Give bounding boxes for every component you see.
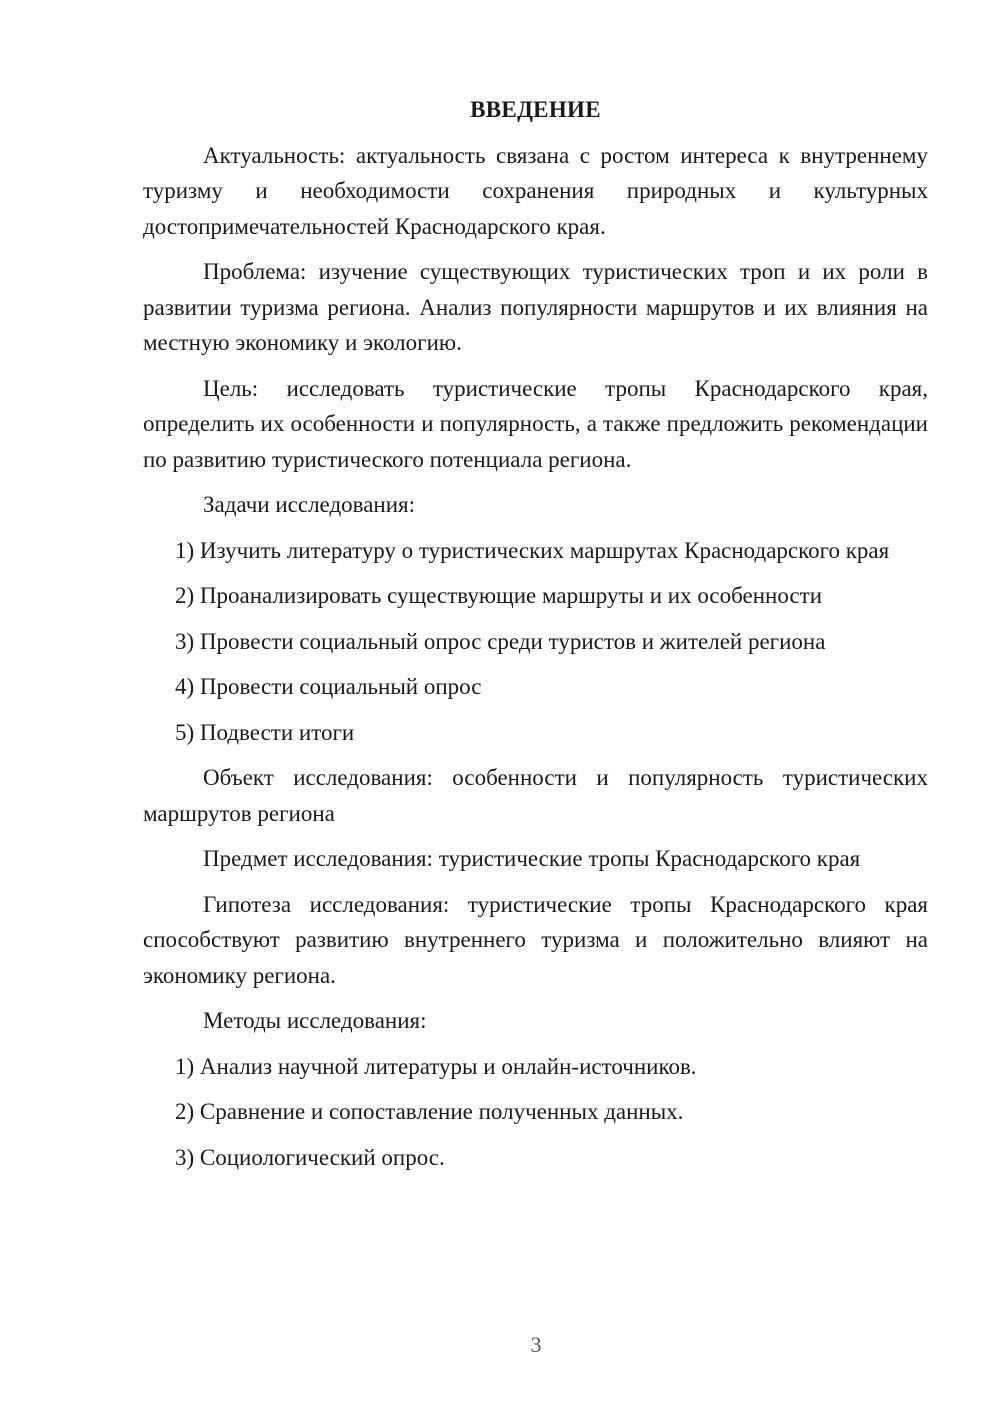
goal-paragraph: Цель: исследовать туристические тропы Краснодарского края, определить их особенности и популярность, а также предложить рекомендации по развитию туристического потенциала региона.: [143, 375, 928, 472]
problem-paragraph: Проблема: изучение существующих туристических троп и их роли в развитии туризма региона. Анализ популярности маршрутов и их влияния на местную экономику и экологию.: [143, 259, 928, 355]
relevance-paragraph: Актуальность: актуальность связана с ростом интереса к внутреннему туризму и необходимости сохранения природных и культурных достопримечательностей Краснодарского края.: [143, 142, 928, 239]
method-item-3: 3) Социологический опрос.: [175, 1144, 445, 1170]
methods-heading: Методы исследования:: [203, 1008, 427, 1033]
tasks-heading: Задачи исследования:: [203, 492, 416, 517]
task-item-4: 4) Провести социальный опрос: [175, 674, 482, 699]
page-number: 3: [530, 1332, 542, 1357]
task-item-1: 1) Изучить литературу о туристических маршрутах Краснодарского края: [175, 537, 890, 563]
task-item-5: 5) Подвести итоги: [175, 719, 355, 745]
object-paragraph: Объект исследования: особенности и популярность туристических маршрутов региона: [143, 765, 928, 826]
method-item-1: 1) Анализ научной литературы и онлайн-источников.: [175, 1053, 697, 1079]
subject-paragraph: Предмет исследования: туристические тропы Краснодарского края: [203, 846, 861, 871]
section-title: ВВЕДЕНИЕ: [470, 97, 601, 122]
task-item-2: 2) Проанализировать существующие маршруты и их особенности: [175, 583, 823, 608]
task-item-3: 3) Провести социальный опрос среди туристов и жителей региона: [175, 628, 826, 654]
hypothesis-paragraph: Гипотеза исследования: туристические тропы Краснодарского края способствуют развитию внутреннего туризма и положительно влияют на экономику региона.: [143, 891, 928, 988]
page-content: [143, 92, 928, 1185]
method-item-2: 2) Сравнение и сопоставление полученных данных.: [175, 1099, 684, 1124]
